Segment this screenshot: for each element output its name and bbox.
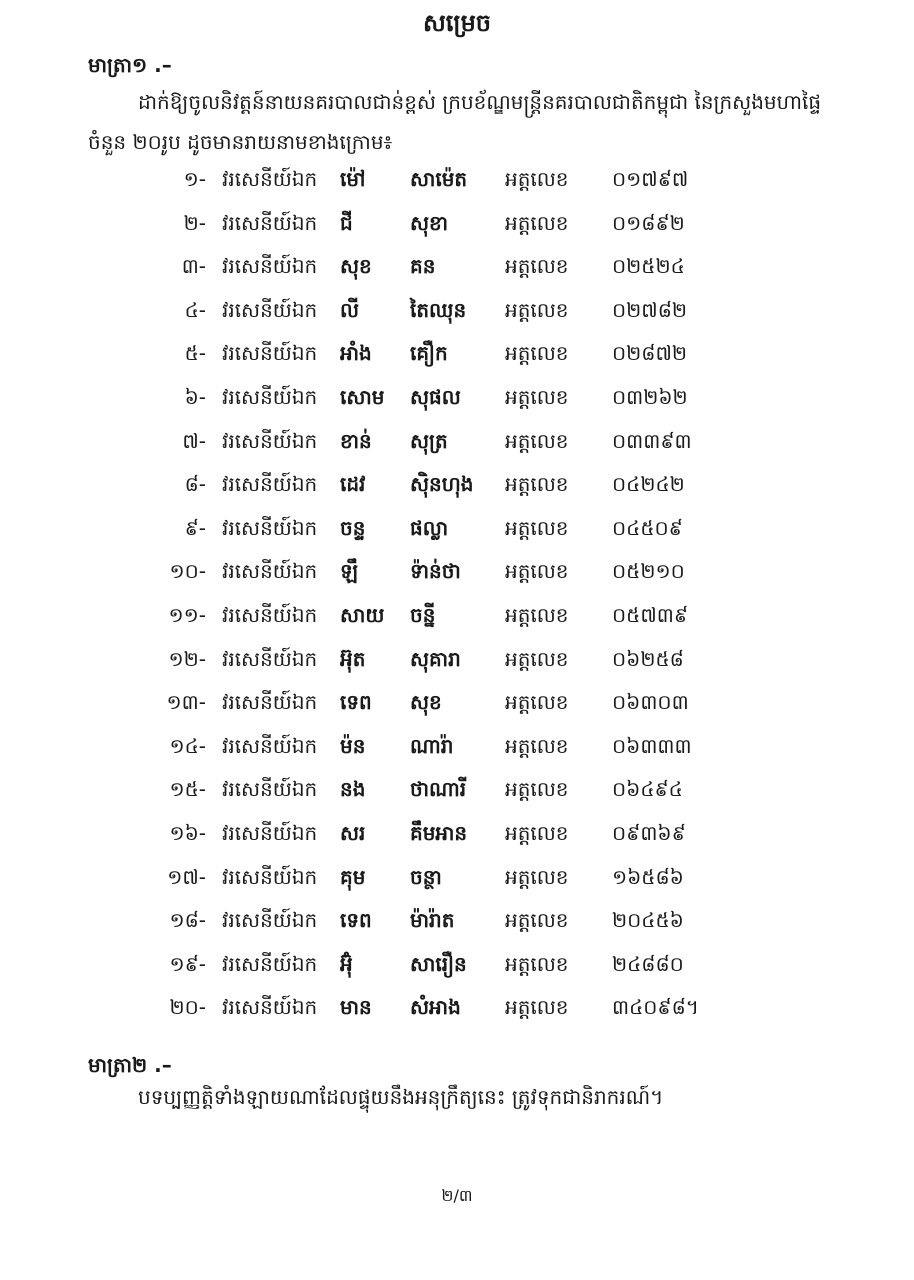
officer-surname: នង [340, 777, 366, 802]
id-label: អត្តលេខ [505, 690, 569, 715]
row-number: ៣- [181, 254, 206, 279]
officer-row [0, 293, 914, 337]
officer-row [0, 685, 914, 729]
officer-row [0, 947, 914, 991]
officer-surname: អ៊ុំ [340, 951, 353, 976]
officer-rank: វរសេនីយ៍ឯក [222, 908, 318, 933]
officer-given-name: ម៉ារ៉ាត [410, 908, 455, 933]
officer-given-name: សុផល [410, 384, 461, 409]
officer-surname: ឡឹ [340, 559, 359, 584]
officer-id: ០១៨៩២ [612, 210, 685, 235]
officer-surname: ទេព [340, 690, 372, 715]
id-label: អត្តលេខ [505, 384, 569, 409]
officer-id: ០៤២៤២ [612, 472, 685, 497]
officer-id: ០២៥២៤ [612, 254, 685, 279]
officer-row [0, 206, 914, 250]
row-number: ២- [183, 210, 206, 235]
officer-surname: ដេវ [340, 472, 366, 497]
officer-rank: វរសេនីយ៍ឯក [222, 690, 318, 715]
officer-rank: វរសេនីយ៍ឯក [222, 254, 318, 279]
officer-id: ០៦២៥៨ [612, 646, 684, 671]
officer-given-name: ផល្លា [410, 515, 449, 540]
officer-rank: វរសេនីយ៍ឯក [222, 559, 318, 584]
officer-row [0, 642, 914, 686]
officer-rank: វរសេនីយ៍ឯក [222, 646, 318, 671]
officer-given-name: គន [410, 254, 436, 279]
id-label: អត្តលេខ [505, 908, 569, 933]
officer-row [0, 729, 914, 773]
row-number: ៦- [184, 384, 206, 409]
officer-surname: មាន [340, 995, 372, 1020]
row-number: ១៩- [169, 951, 206, 976]
id-label: អត្តលេខ [505, 167, 569, 191]
officer-list [0, 162, 914, 1034]
article-1-heading: មាត្រា១ .– [88, 53, 172, 77]
officer-given-name: គឹមអាន [410, 820, 468, 845]
officer-rank: វរសេនីយ៍ឯក [222, 820, 318, 845]
officer-rank: វរសេនីយ៍ឯក [222, 777, 318, 802]
officer-rank: វរសេនីយ៍ឯក [222, 995, 318, 1020]
officer-id: ០៦៤៩៤ [612, 777, 683, 802]
officer-surname: ចន្ទ [340, 515, 366, 540]
officer-id: ៣៤០៩៨។ [612, 995, 699, 1020]
officer-surname: ជី [340, 210, 353, 235]
officer-row [0, 336, 914, 380]
officer-row [0, 816, 914, 860]
officer-id: ២០៤៥៦ [612, 908, 684, 933]
officer-id: ០២៧៨២ [612, 297, 687, 322]
officer-surname: ខាន់ [340, 428, 372, 453]
officer-id: ១៦៥៨៦ [612, 864, 684, 889]
officer-rank: វរសេនីយ៍ឯក [222, 210, 318, 235]
officer-surname: គុម [340, 864, 366, 889]
row-number: ២០- [169, 995, 206, 1020]
officer-row [0, 903, 914, 947]
row-number: ៩- [184, 515, 206, 540]
officer-surname: ម៉ៅ [340, 167, 366, 191]
officer-given-name: សុខា [410, 210, 449, 235]
officer-rank: វរសេនីយ៍ឯក [222, 864, 318, 889]
officer-surname: អ៊ុត [340, 646, 366, 671]
article-2-heading: មាត្រា២ .– [88, 1053, 172, 1077]
officer-id: ០៦៣៣៣ [612, 733, 692, 758]
officer-given-name: សំអាង [410, 995, 461, 1020]
id-label: អត្តលេខ [505, 428, 569, 453]
officer-surname: សរ [340, 820, 366, 845]
officer-row [0, 424, 914, 468]
officer-row [0, 990, 914, 1034]
id-label: អត្តលេខ [505, 995, 569, 1020]
officer-given-name: សុខ [410, 690, 442, 715]
row-number: ១៣- [166, 690, 206, 715]
article-1-line-1: ដាក់ឱ្យចូលនិវត្តន៍នាយនគរបាលជាន់ខ្ពស់ ក្របខ័ណ្ឌមន្ត្រីនគរបាលជាតិកម្ពុជា នៃក្រសួងមហាផ្ទៃ [138, 90, 822, 114]
officer-rank: វរសេនីយ៍ឯក [222, 733, 318, 758]
id-label: អត្តលេខ [505, 341, 569, 366]
officer-given-name: ណារ៉ា [410, 733, 454, 758]
officer-rank: វរសេនីយ៍ឯក [222, 472, 318, 497]
article-1-line-2: ចំនួន ២០រូប ដូចមានរាយនាមខាងក្រោម៖ [88, 130, 393, 154]
officer-given-name: ចន្នី [410, 602, 436, 627]
officer-surname: លី [340, 297, 360, 322]
officer-rank: វរសេនីយ៍ឯក [222, 167, 318, 191]
id-label: អត្តលេខ [505, 602, 569, 627]
officer-id: ០៤៥០៩ [612, 515, 683, 540]
article-1-paragraph [88, 82, 878, 162]
officer-rank: វរសេនីយ៍ឯក [222, 951, 318, 976]
officer-row [0, 554, 914, 598]
officer-id: ០៩៣៦៩ [612, 820, 686, 845]
officer-id: ២៤៨៨០ [612, 951, 684, 976]
officer-given-name: ថាណារី [410, 777, 467, 802]
id-label: អត្តលេខ [505, 559, 569, 584]
row-number: ៧- [182, 428, 206, 453]
officer-row [0, 380, 914, 424]
id-label: អត្តលេខ [505, 646, 569, 671]
id-label: អត្តលេខ [505, 777, 569, 802]
officer-surname: ទេព [340, 908, 372, 933]
officer-row [0, 772, 914, 816]
officer-surname: អាំង [340, 341, 372, 366]
officer-surname: ម៉ន [340, 733, 366, 758]
officer-id: ០៣៣៩៣ [612, 428, 692, 453]
officer-rank: វរសេនីយ៍ឯក [222, 297, 318, 322]
officer-rank: វរសេនីយ៍ឯក [222, 341, 318, 366]
officer-rank: វរសេនីយ៍ឯក [222, 515, 318, 540]
officer-id: ០១៧៩៧ [612, 167, 689, 191]
id-label: អត្តលេខ [505, 951, 569, 976]
id-label: អត្តលេខ [505, 820, 569, 845]
row-number: ៨- [184, 472, 206, 497]
officer-row [0, 467, 914, 511]
officer-rank: វរសេនីយ៍ឯក [222, 384, 318, 409]
officer-given-name: តៃឈុន [410, 297, 467, 322]
row-number: ១៦- [169, 820, 206, 845]
officer-given-name: សាម៉េត [410, 167, 468, 191]
row-number: ១៨- [169, 908, 206, 933]
officer-given-name: ស៊ិនហុង [410, 472, 474, 497]
officer-row [0, 162, 914, 206]
row-number: ៤- [184, 297, 206, 322]
officer-row [0, 598, 914, 642]
officer-id: ០៥២១០ [612, 559, 685, 584]
officer-surname: សោម [340, 384, 385, 409]
officer-id: ០៥៧៣៩ [612, 602, 688, 627]
officer-row [0, 860, 914, 904]
row-number: ៥- [184, 341, 206, 366]
id-label: អត្តលេខ [505, 210, 569, 235]
id-label: អត្តលេខ [505, 864, 569, 889]
officer-given-name: ទ៉ាន់ថា [410, 559, 461, 584]
id-label: អត្តលេខ [505, 254, 569, 279]
officer-row [0, 511, 914, 555]
officer-id: ០២៨៧២ [612, 341, 687, 366]
officer-rank: វរសេនីយ៍ឯក [222, 602, 318, 627]
article-2-text: បទប្បញ្ញត្តិទាំងឡាយណាដែលផ្ទុយនឹងអនុក្រឹត្យនេះ ត្រូវទុកជានិរាករណ៍។ [138, 1085, 664, 1109]
officer-rank: វរសេនីយ៍ឯក [222, 428, 318, 453]
row-number: ១១- [168, 602, 206, 627]
officer-id: ០៣២៦២ [612, 384, 688, 409]
officer-given-name: សុគារា [410, 646, 461, 671]
id-label: អត្តលេខ [505, 297, 569, 322]
officer-surname: សាយ [340, 602, 385, 627]
page-number: ២/៣ [441, 1186, 473, 1205]
row-number: ១២- [168, 646, 206, 671]
officer-given-name: ចន្ថា [410, 864, 442, 889]
document-title: សម្រេច [422, 9, 492, 37]
officer-surname: សុខ [340, 254, 372, 279]
officer-given-name: គឿក [410, 341, 448, 366]
row-number: ១៥- [169, 777, 206, 802]
row-number: ១៧- [167, 864, 206, 889]
officer-row [0, 249, 914, 293]
row-number: ១៤- [169, 733, 206, 758]
row-number: ១០- [169, 559, 206, 584]
id-label: អត្តលេខ [505, 733, 569, 758]
id-label: អត្តលេខ [505, 472, 569, 497]
officer-id: ០៦៣០៣ [612, 690, 689, 715]
row-number: ១- [183, 167, 206, 191]
officer-given-name: សុត្រ [410, 428, 448, 453]
id-label: អត្តលេខ [505, 515, 569, 540]
officer-given-name: សារឿន [410, 951, 467, 976]
